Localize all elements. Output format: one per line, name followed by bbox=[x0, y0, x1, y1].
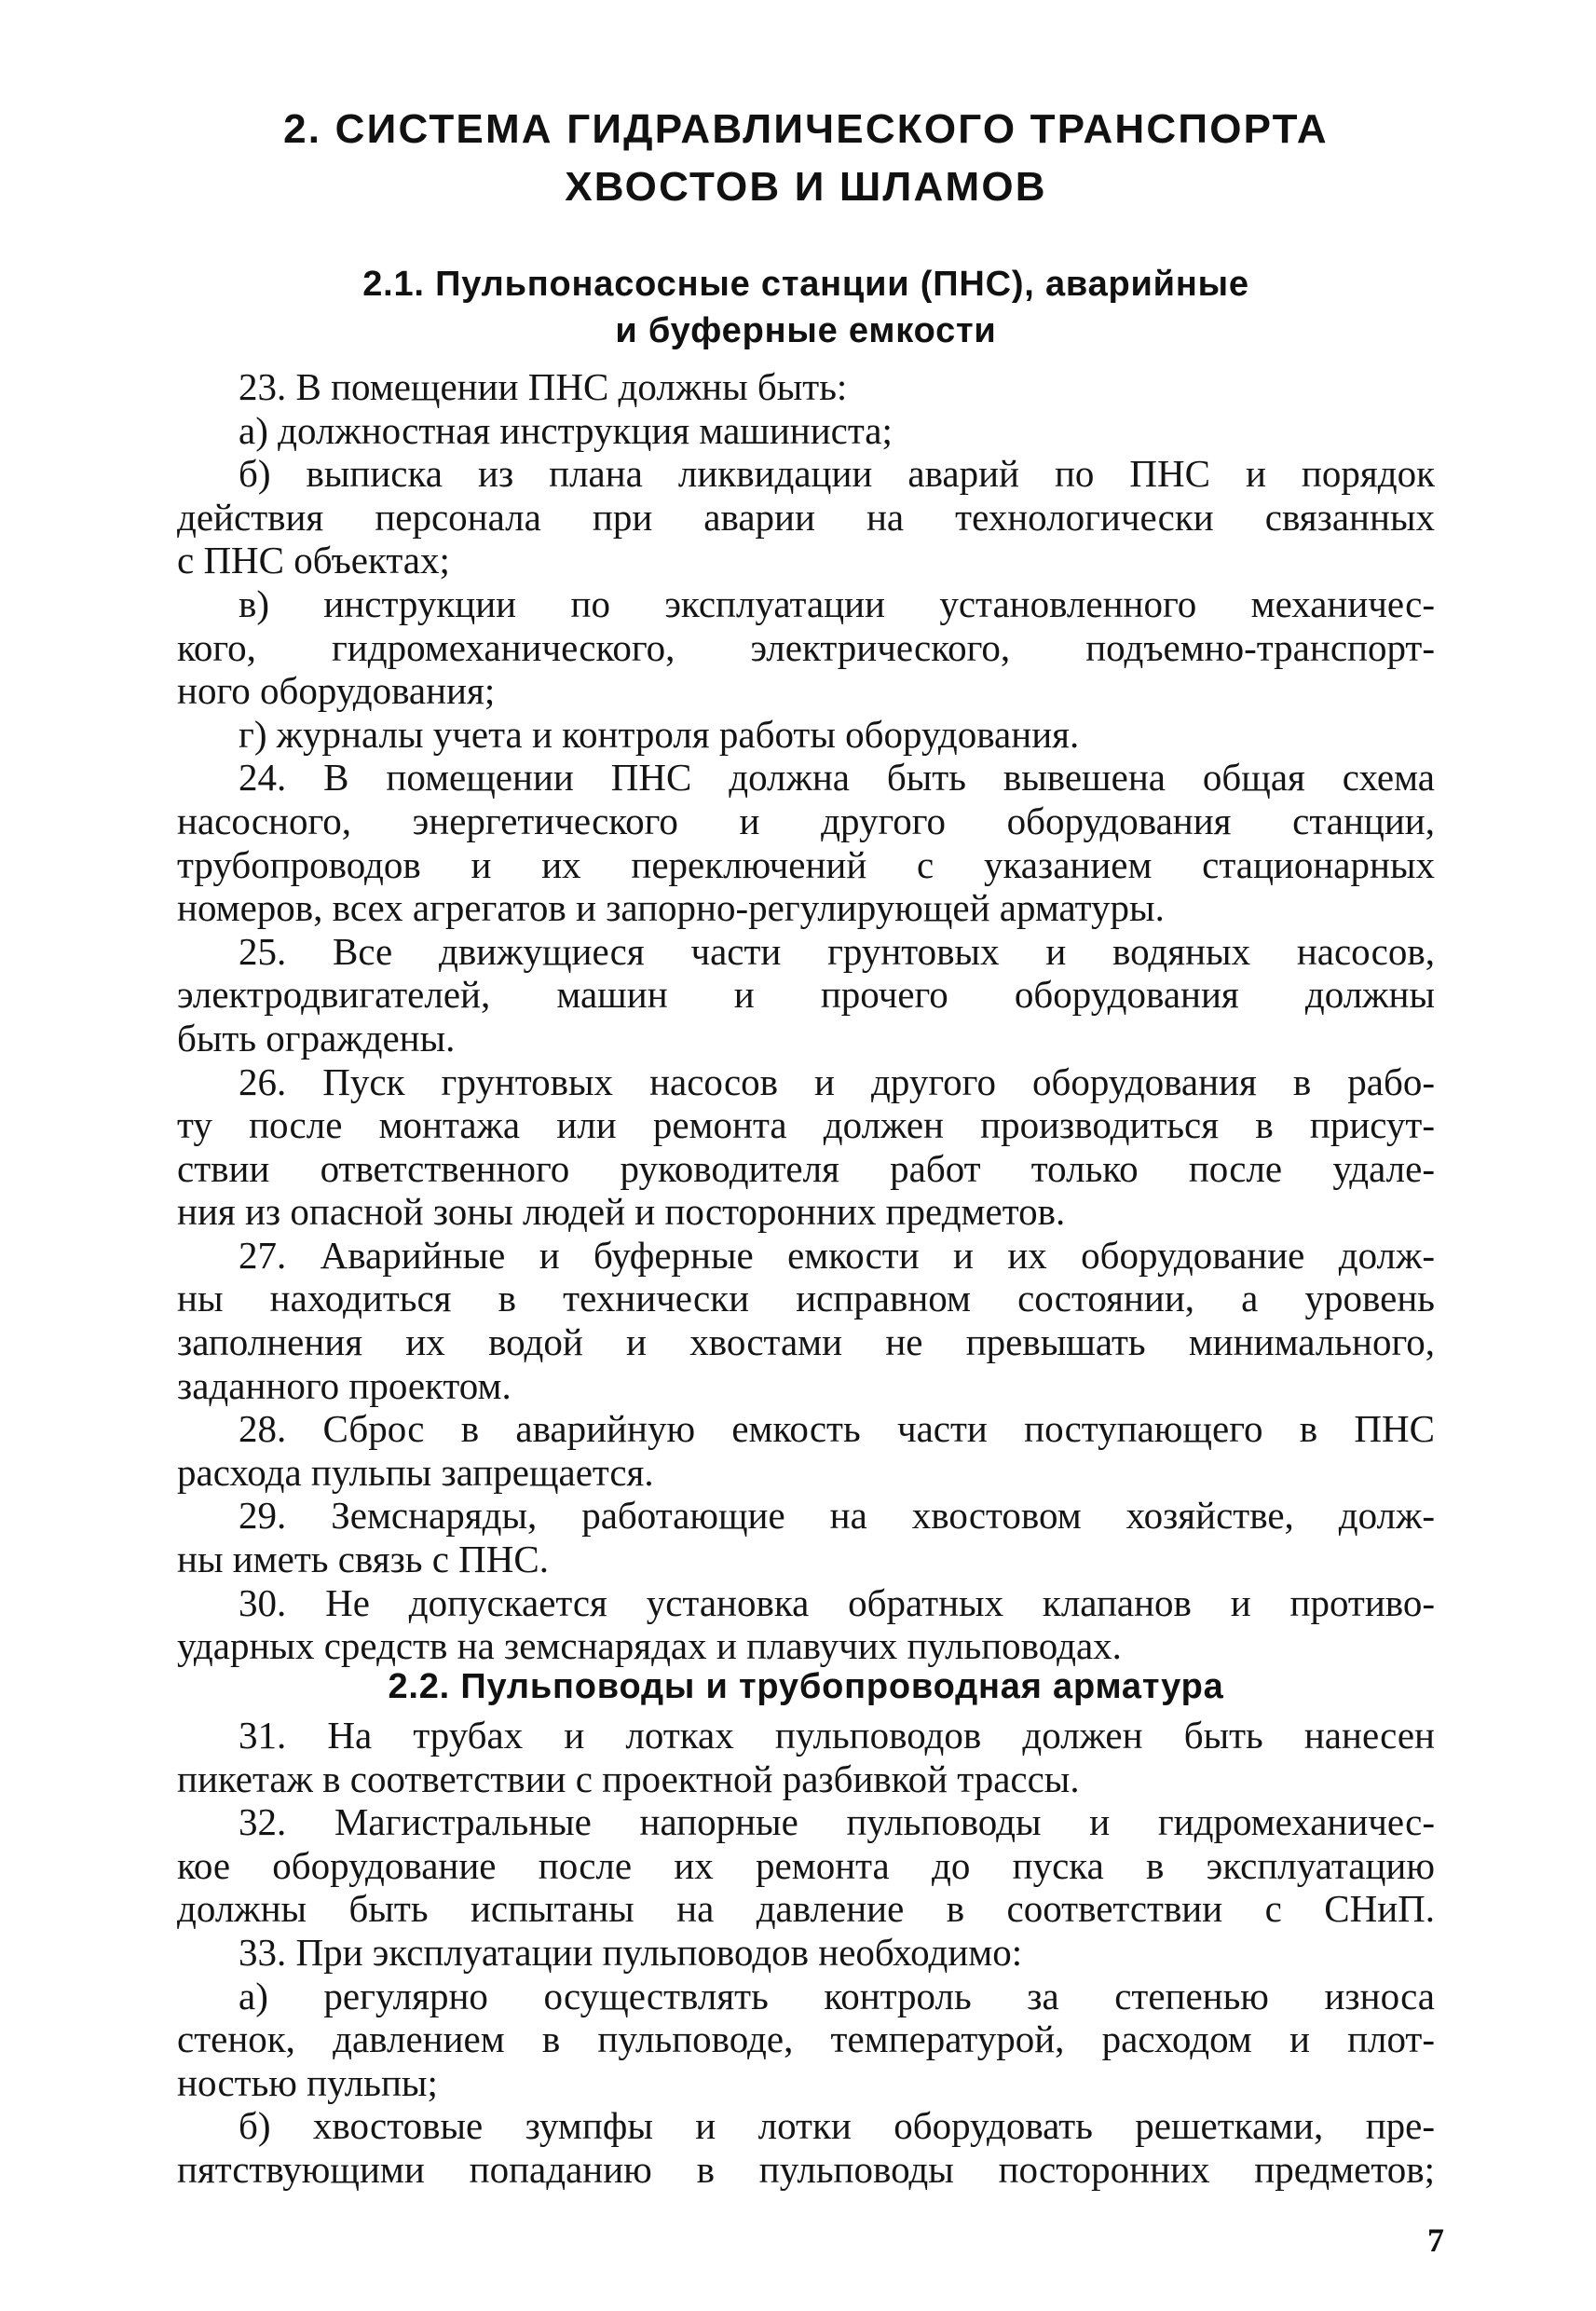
text-line: г) журналы учета и контроля работы оборудования. bbox=[239, 712, 1080, 756]
text-line: 29. Земснаряды, работающие на хвостовом хозяйстве, долж- bbox=[239, 1494, 1435, 1538]
text-line: 26. Пуск грунтовых насосов и другого оборудования в рабо- bbox=[239, 1060, 1435, 1103]
paragraph-30 bbox=[177, 1581, 1435, 1668]
section-title-line: 2.1. Пульпонасосные станции (ПНС), аварийные bbox=[362, 265, 1249, 304]
paragraph-26 bbox=[177, 1060, 1435, 1234]
paragraph-23b bbox=[177, 452, 1435, 582]
text-line: действия персонала при аварии на технологически связанных bbox=[177, 495, 1435, 539]
text-line: должны быть испытаны на давление в соответствии с СНиП. bbox=[177, 1887, 1435, 1931]
text-line: ны находиться в технически исправном состоянии, а уровень bbox=[177, 1277, 1435, 1320]
text-line: в) инструкции по эксплуатации установленного механичес- bbox=[239, 581, 1435, 625]
paragraph-23a bbox=[177, 409, 1435, 453]
paragraph-23g bbox=[177, 713, 1435, 757]
text-line: ния из опасной зоны людей и посторонних предметов. bbox=[177, 1190, 1066, 1234]
paragraph-23v bbox=[177, 582, 1435, 713]
text-line: ны иметь связь с ПНС. bbox=[177, 1538, 549, 1581]
section-title-line: 2.2. Пульповоды и трубопроводная арматура bbox=[388, 1667, 1224, 1706]
paragraph-33a bbox=[177, 1975, 1435, 2105]
paragraph-25 bbox=[177, 930, 1435, 1060]
section-title-line: и буферные емкости bbox=[615, 311, 997, 350]
text-line: электродвигателей, машин и прочего оборудования должны bbox=[177, 973, 1435, 1017]
paragraph-32 bbox=[177, 1800, 1435, 1931]
text-line: 24. В помещении ПНС должна быть вывешена общая схема bbox=[239, 756, 1435, 800]
text-line: насосного, энергетического и другого оборудования станции, bbox=[177, 799, 1435, 842]
paragraph-24 bbox=[177, 756, 1435, 929]
text-line: быть ограждены. bbox=[177, 1016, 456, 1060]
paragraph-31 bbox=[177, 1714, 1435, 1800]
text-line: ударных средств на земснарядах и плавучих пульповодах. bbox=[177, 1624, 1122, 1668]
text-line: ностью пульпы; bbox=[177, 2060, 438, 2104]
paragraph-33 bbox=[177, 1931, 1435, 1975]
text-line: с ПНС объектах; bbox=[177, 539, 450, 582]
text-line: 23. В помещении ПНС должны быть: bbox=[239, 365, 848, 408]
section-title-2-2 bbox=[177, 1663, 1435, 1710]
chapter-title-line: 2. СИСТЕМА ГИДРАВЛИЧЕСКОГО ТРАНСПОРТА bbox=[283, 106, 1329, 152]
chapter-title-line: ХВОСТОВ И ШЛАМОВ bbox=[565, 164, 1047, 210]
text-line: пикетаж в соответствии с проектной разбивкой трассы. bbox=[177, 1757, 1080, 1800]
text-line: 33. При эксплуатации пульповодов необходимо: bbox=[239, 1930, 1023, 1974]
text-line: трубопроводов и их переключений с указанием стационарных bbox=[177, 842, 1435, 886]
paragraph-23 bbox=[177, 365, 1435, 409]
text-line: заданного проектом. bbox=[177, 1363, 512, 1407]
text-line: пятствующими попаданию в пульповоды посторонних предметов; bbox=[177, 2147, 1435, 2191]
paragraph-33b bbox=[177, 2104, 1435, 2191]
text-line: ного оборудования; bbox=[177, 669, 496, 713]
text-line: ствии ответственного руководителя работ только после удале- bbox=[177, 1146, 1435, 1190]
page-number: 7 bbox=[1427, 2222, 1444, 2259]
text-line: а) должностная инструкция машиниста; bbox=[239, 408, 893, 452]
chapter-title bbox=[177, 101, 1435, 216]
text-line: 31. На трубах и лотках пульповодов должен быть нанесен bbox=[239, 1714, 1435, 1757]
text-line: б) выписка из плана ликвидации аварий по ПНС и порядок bbox=[239, 452, 1435, 496]
section-2-2-body bbox=[177, 1714, 1435, 2192]
text-line: кого, гидромеханического, электрического, подъемно-транспорт- bbox=[177, 625, 1435, 669]
text-line: 27. Аварийные и буферные емкости и их оборудование долж- bbox=[239, 1233, 1435, 1277]
section-title-2-1 bbox=[177, 261, 1435, 354]
text-line: 32. Магистральные напорные пульповоды и гидромеханичес- bbox=[239, 1800, 1435, 1844]
text-line: кое оборудование после их ремонта до пуска в эксплуатацию bbox=[177, 1843, 1435, 1887]
text-line: а) регулярно осуществлять контроль за степенью износа bbox=[239, 1974, 1435, 2017]
paragraph-27 bbox=[177, 1234, 1435, 1407]
text-line: ту после монтажа или ремонта должен производиться в присут- bbox=[177, 1103, 1435, 1147]
text-line: 25. Все движущиеся части грунтовых и водяных насосов, bbox=[239, 929, 1435, 973]
text-line: заполнения их водой и хвостами не превышать минимального, bbox=[177, 1320, 1435, 1364]
text-line: расхода пульпы запрещается. bbox=[177, 1450, 654, 1494]
paragraph-28 bbox=[177, 1407, 1435, 1494]
text-line: 28. Сброс в аварийную емкость части поступающего в ПНС bbox=[239, 1407, 1435, 1451]
text-line: номеров, всех агрегатов и запорно-регулирующей арматуры. bbox=[177, 886, 1165, 930]
section-2-1-body bbox=[177, 365, 1435, 1668]
paragraph-29 bbox=[177, 1494, 1435, 1580]
text-line: б) хвостовые зумпфы и лотки оборудовать решетками, пре- bbox=[239, 2104, 1435, 2148]
text-line: 30. Не допускается установка обратных клапанов и противо- bbox=[239, 1580, 1435, 1624]
text-line: стенок, давлением в пульповоде, температурой, расходом и плот- bbox=[177, 2017, 1435, 2061]
